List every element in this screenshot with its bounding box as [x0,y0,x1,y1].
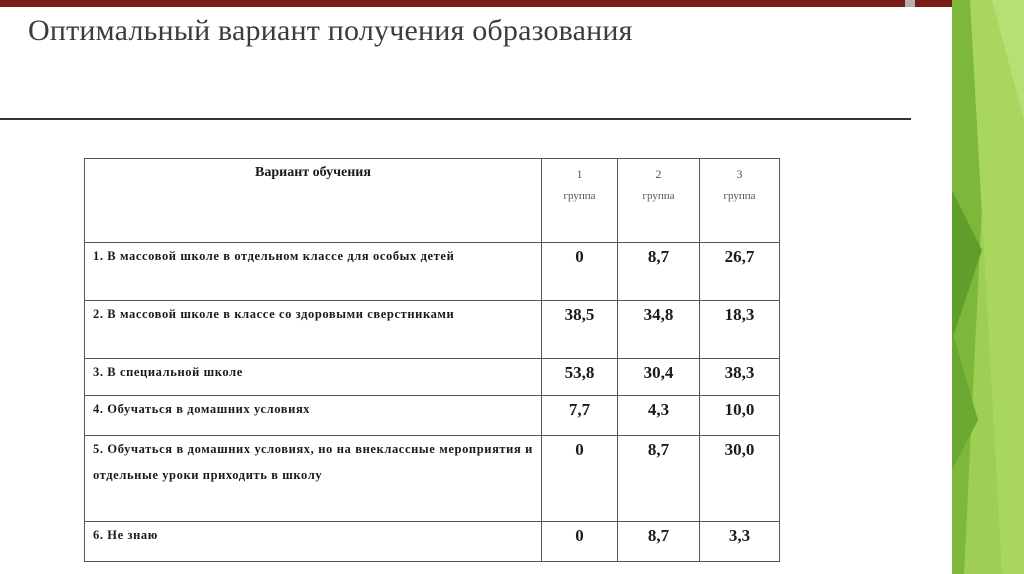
table-header-row [85,159,780,243]
education-options-table [84,158,780,562]
table-row [85,522,780,562]
table-row [85,301,780,359]
value-group-3: 10,0 [700,396,780,436]
group-label: группа [563,190,596,202]
value-group-2: 8,7 [618,522,700,562]
group-label: группа [642,190,675,202]
group-number: 2 [655,167,662,181]
top-bar-marker [905,0,915,7]
value-group-1: 0 [542,243,618,301]
table-row [85,436,780,522]
value-group-2: 30,4 [618,359,700,396]
value-group-1: 0 [542,436,618,522]
value-group-2: 8,7 [618,243,700,301]
value-group-1: 38,5 [542,301,618,359]
slide-title: Оптимальный вариант получения образования [28,14,633,47]
column-header-group-1 [542,159,618,243]
column-header-group-3 [700,159,780,243]
value-group-3: 3,3 [700,522,780,562]
value-group-3: 38,3 [700,359,780,396]
top-accent-bar [0,0,958,7]
row-label: 2. В массовой школе в классе со здоровыми сверстниками [85,301,542,359]
column-header-group-2 [618,159,700,243]
table-row [85,359,780,396]
value-group-1: 0 [542,522,618,562]
value-group-2: 34,8 [618,301,700,359]
row-label: 1. В массовой школе в отдельном классе для особых детей [85,243,542,301]
value-group-3: 26,7 [700,243,780,301]
value-group-1: 7,7 [542,396,618,436]
table-row [85,396,780,436]
value-group-1: 53,8 [542,359,618,396]
column-header-variant: Вариант обучения [85,159,542,243]
value-group-2: 4,3 [618,396,700,436]
row-label: 3. В специальной школе [85,359,542,396]
value-group-2: 8,7 [618,436,700,522]
group-number: 1 [576,167,583,181]
table-row [85,243,780,301]
row-label: 5. Обучаться в домашних условиях, но на внеклассные мероприятия и отдельные уроки приходить в школу [85,436,542,522]
row-label: 6. Не знаю [85,522,542,562]
value-group-3: 18,3 [700,301,780,359]
group-label: группа [723,190,756,202]
group-number: 3 [736,167,743,181]
title-divider [0,118,911,120]
green-decoration [952,0,1024,574]
value-group-3: 30,0 [700,436,780,522]
row-label: 4. Обучаться в домашних условиях [85,396,542,436]
